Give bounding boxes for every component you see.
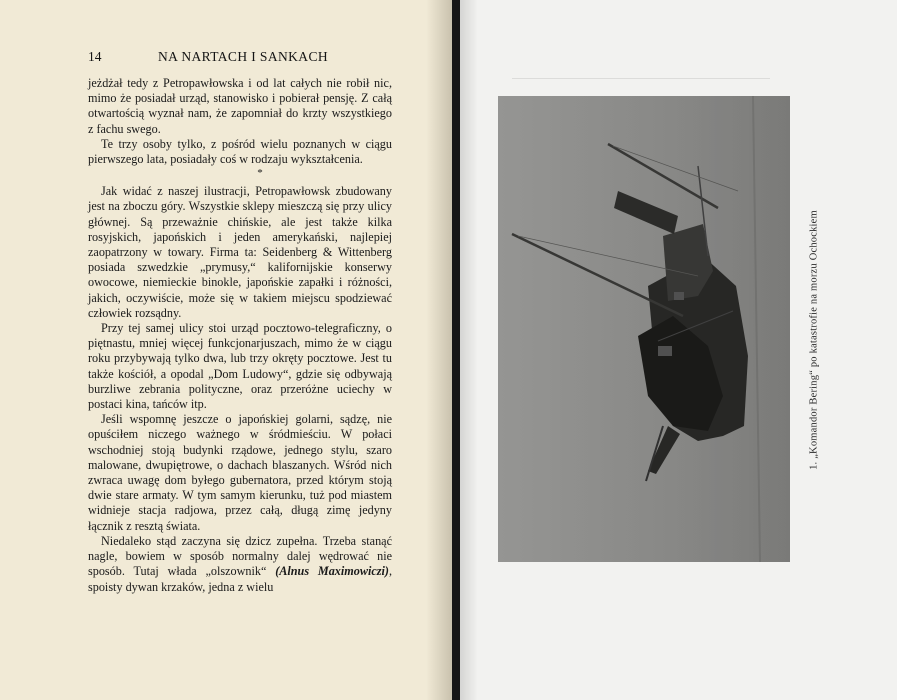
latin-plant-name: (Alnus Maximowiczi) bbox=[275, 564, 389, 579]
section-separator: * bbox=[257, 167, 263, 180]
page-number: 14 bbox=[88, 49, 102, 64]
paragraph-5: Jeśli wspomnę jeszcze o japońskiej golarni, sądzę, nie opuściłem niczego ważnego w śródmieściu. W połaci wschodniej stoją budynki rządowe, jednego stylu, szaro malowane, dwupiętrowe, o dachach blaszanych. Wśród nich zwraca uwagę dom byłego gubernatora, przed którym stoją dwie stare armaty. W tym samym kierunku, tuż pod miastem widnieje stacja radjowa, przez całą, długą zimę jedyny łącznik z resztą świata. bbox=[88, 412, 392, 533]
photo-caption-text: 1. „Komandor Bering“ po katastrofie na morzu Ochockiem bbox=[808, 210, 820, 470]
page-header bbox=[88, 49, 392, 69]
paragraph-6-text: Niedaleko stąd zaczyna się dzicz zupełna. Trzeba stanąć nagle, bowiem w sposób normalny dalej wędrować nie sposób. Tutaj włada „olszownik“ bbox=[88, 533, 392, 579]
paragraph-6 bbox=[88, 534, 392, 595]
paragraph-2: Te trzy osoby tylko, z pośród wielu poznanych w ciągu pierwszego lata, posiadały coś w rodzaju wykształcenia. bbox=[88, 136, 392, 167]
plate-border-line bbox=[512, 78, 770, 79]
body-text bbox=[88, 76, 392, 595]
paragraph-4: Przy tej samej ulicy stoi urząd pocztowo-telegraficzny, o piętnastu, mniej więcej funkcjonarjuszach, mimo że w ciągu roku przybywają tylko dwa, lub trzy okręty pocztowe. Jest tu także kościół, a opodal „Dom Ludowy“, gdzie się odbywają burzliwe zebrania polityczne, oraz przeróżne uciechy w postaci kina, tańców itp. bbox=[88, 321, 392, 412]
running-head: NA NARTACH I SANKACH bbox=[158, 49, 328, 64]
shipwreck-photo-image bbox=[498, 96, 790, 562]
book-gutter bbox=[452, 0, 460, 700]
paragraph-1: jeżdżał tedy z Petropawłowska i od lat całych nie robił nic, mimo że posiadał urząd, stanowisko i pobierał pensję. Z całą otwartością wyznał nam, że zapomniał do krzty wszystkiego z fachu swego. bbox=[88, 76, 392, 136]
paragraph-6-tail: , spoisty dywan krzaków, jedna z wielu bbox=[88, 564, 392, 594]
paragraph-3: Jak widać z naszej ilustracji, Petropawłowsk zbudowany jest na zboczu góry. Wszystkie sklepy mieszczą się przy ulicy głównej. Są przeważnie chińskie, ale jest także kilka rosyjskich, japońskich i jeden amerykański, najlepiej zaopatrzony w towary. Firma ta: Seidenberg & Wittenberg posiada szwedzkie „prymusy,“ kalifornijskie konserwy owocowe, niemieckie binokle, japońskie zapałki i różności, jakich, oczywiście, może się w takiem miejscu spodziewać człowiek rozsądny. bbox=[88, 184, 392, 320]
photo-caption bbox=[803, 210, 825, 470]
shipwreck-photograph bbox=[498, 96, 790, 562]
